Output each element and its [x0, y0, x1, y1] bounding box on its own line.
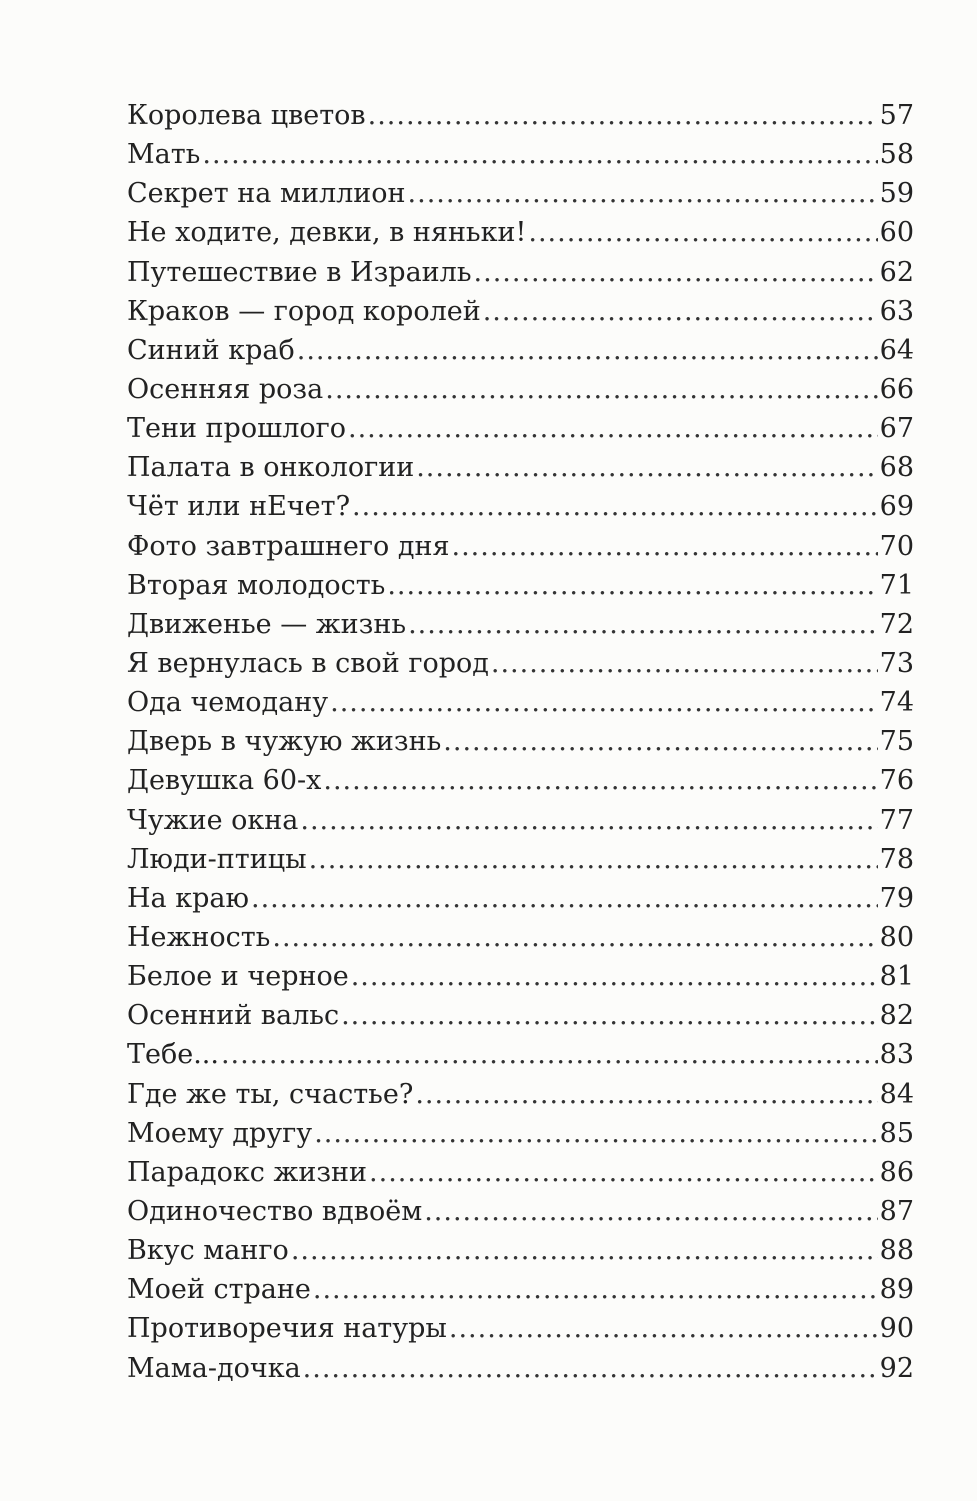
- toc-entry: [127, 335, 914, 374]
- toc-entry-page-number: 82: [879, 1000, 914, 1032]
- toc-entry-title: Девушка 60-х: [127, 765, 322, 797]
- toc-entry-title: Вкус манго: [127, 1235, 289, 1267]
- toc-entry: [127, 100, 914, 139]
- toc-entry-page-number: 63: [879, 295, 914, 327]
- toc-entry-page-number: 66: [879, 373, 914, 405]
- toc-entry-title: Фото завтрашнего дня: [127, 530, 450, 562]
- toc-entry: [127, 1039, 914, 1078]
- toc-entry-title: Моему другу: [127, 1117, 313, 1149]
- toc-entry-page-number: 88: [879, 1235, 914, 1267]
- toc-entry-title: Мать: [127, 139, 201, 171]
- toc-entry-page-number: 86: [879, 1156, 914, 1188]
- toc-entry-page-number: 59: [879, 178, 914, 210]
- toc-entry: [127, 1000, 914, 1039]
- toc-entry: [127, 413, 914, 452]
- toc-entry-page-number: 87: [879, 1195, 914, 1227]
- toc-entry-page-number: 89: [879, 1274, 914, 1306]
- toc-entry-page-number: 71: [879, 569, 914, 601]
- toc-entry-title: Моей стране: [127, 1274, 311, 1306]
- toc-entry-title: Королева цветов: [127, 100, 366, 131]
- toc-leader-dots: [297, 335, 878, 366]
- toc-leader-dots: [272, 922, 877, 953]
- toc-leader-dots: [303, 1353, 878, 1384]
- toc-leader-dots: [369, 1157, 878, 1188]
- toc-entry-page-number: 77: [879, 804, 914, 836]
- toc-entry-title: Палата в онкологии: [127, 452, 415, 484]
- toc-entry: [127, 1079, 914, 1118]
- toc-leader-dots: [352, 491, 878, 522]
- toc-leader-dots: [424, 1196, 877, 1227]
- toc-entry-page-number: 68: [879, 452, 914, 484]
- toc-entry-page-number: 80: [879, 921, 914, 953]
- toc-entry: [127, 1274, 914, 1313]
- toc-entry: [127, 178, 914, 217]
- toc-entry-page-number: 83: [879, 1039, 914, 1071]
- toc-entry: [127, 765, 914, 804]
- toc-entry-page-number: 73: [879, 647, 914, 679]
- toc-entry-title: Осенняя роза: [127, 373, 324, 405]
- toc-leader-dots: [474, 257, 878, 288]
- toc-leader-dots: [408, 609, 878, 640]
- toc-leader-dots: [483, 296, 878, 327]
- toc-entry-title: Путешествие в Израиль: [127, 256, 472, 288]
- toc-leader-dots: [221, 1039, 878, 1070]
- toc-entry-title: Тебе...: [127, 1039, 219, 1071]
- toc-entry: [127, 374, 914, 413]
- toc-leader-dots: [408, 178, 878, 209]
- toc-leader-dots: [351, 961, 878, 992]
- toc-leader-dots: [314, 1118, 877, 1149]
- toc-entry-title: Тени прошлого: [127, 413, 347, 445]
- toc-entry-title: Синий краб: [127, 334, 295, 366]
- toc-entry-title: Где же ты, счастье?: [127, 1078, 414, 1110]
- toc-entry: [127, 922, 914, 961]
- toc-entry: [127, 1235, 914, 1274]
- toc-entry-title: Краков — город королей: [127, 295, 481, 327]
- toc-entry: [127, 961, 914, 1000]
- toc-leader-dots: [325, 374, 877, 405]
- toc-entry: [127, 296, 914, 335]
- toc-entry-title: Вторая молодость: [127, 569, 386, 601]
- toc-entry-page-number: 60: [879, 217, 914, 249]
- toc-entry-title: Секрет на миллион: [127, 178, 406, 210]
- toc-leader-dots: [491, 648, 878, 679]
- toc-entry-title: На краю: [127, 882, 249, 914]
- toc-entry-title: Парадокс жизни: [127, 1156, 368, 1188]
- toc-entry-title: Нежность: [127, 921, 271, 953]
- toc-entry: [127, 1313, 914, 1352]
- toc-leader-dots: [202, 139, 877, 170]
- table-of-contents: [127, 100, 914, 1392]
- toc-entry: [127, 648, 914, 687]
- toc-leader-dots: [330, 687, 878, 718]
- toc-entry-title: Ода чемодану: [127, 687, 329, 719]
- toc-entry-page-number: 92: [879, 1352, 914, 1384]
- toc-leader-dots: [449, 1313, 878, 1344]
- toc-leader-dots: [348, 413, 878, 444]
- toc-entry: [127, 1196, 914, 1235]
- toc-entry-page-number: 58: [879, 139, 914, 171]
- toc-entry: [127, 1157, 914, 1196]
- toc-entry-page-number: 90: [879, 1313, 914, 1345]
- toc-entry-page-number: 67: [879, 413, 914, 445]
- toc-entry: [127, 531, 914, 570]
- toc-entry: [127, 491, 914, 530]
- toc-entry-title: Осенний вальс: [127, 1000, 340, 1032]
- toc-entry-page-number: 62: [879, 256, 914, 288]
- toc-entry-title: Противоречия натуры: [127, 1313, 447, 1345]
- toc-entry-title: Я вернулась в свой город: [127, 647, 489, 679]
- toc-leader-dots: [309, 844, 878, 875]
- toc-leader-dots: [416, 452, 877, 483]
- toc-entry-page-number: 74: [879, 687, 914, 719]
- toc-entry: [127, 687, 914, 726]
- toc-leader-dots: [300, 805, 877, 836]
- toc-entry-title: Мама-дочка: [127, 1352, 301, 1384]
- toc-entry-page-number: 70: [879, 530, 914, 562]
- toc-entry-page-number: 81: [879, 961, 914, 993]
- toc-entry: [127, 570, 914, 609]
- toc-entry-page-number: 64: [879, 334, 914, 366]
- toc-entry-title: Дверь в чужую жизнь: [127, 726, 442, 758]
- toc-entry-title: Движенье — жизнь: [127, 608, 407, 640]
- toc-leader-dots: [528, 217, 877, 248]
- toc-entry-title: Одиночество вдвоём: [127, 1195, 423, 1227]
- toc-leader-dots: [368, 100, 878, 131]
- toc-entry-page-number: 76: [879, 765, 914, 797]
- toc-leader-dots: [291, 1235, 878, 1266]
- toc-entry-page-number: 84: [879, 1078, 914, 1110]
- toc-entry-page-number: 72: [879, 608, 914, 640]
- toc-entry-title: Белое и черное: [127, 961, 349, 993]
- toc-entry: [127, 217, 914, 256]
- toc-entry-title: Чужие окна: [127, 804, 299, 836]
- toc-entry-title: Люди-птицы: [127, 843, 307, 875]
- toc-entry-title: Не ходите, девки, в няньки!: [127, 217, 527, 249]
- toc-entry-page-number: 78: [879, 843, 914, 875]
- toc-leader-dots: [387, 570, 877, 601]
- toc-entry: [127, 883, 914, 922]
- toc-leader-dots: [251, 883, 878, 914]
- toc-entry: [127, 726, 914, 765]
- toc-entry-page-number: 79: [879, 882, 914, 914]
- toc-entry-title: Чёт или нЕчет?: [127, 491, 351, 523]
- toc-leader-dots: [313, 1274, 878, 1305]
- toc-leader-dots: [415, 1079, 877, 1110]
- toc-entry: [127, 609, 914, 648]
- toc-entry-page-number: 85: [879, 1117, 914, 1149]
- toc-entry: [127, 139, 914, 178]
- toc-entry: [127, 452, 914, 491]
- toc-entry: [127, 257, 914, 296]
- toc-entry-page-number: 57: [879, 100, 914, 131]
- toc-entry: [127, 805, 914, 844]
- toc-entry-page-number: 75: [879, 726, 914, 758]
- toc-leader-dots: [443, 726, 877, 757]
- toc-entry-page-number: 69: [879, 491, 914, 523]
- toc-leader-dots: [323, 765, 877, 796]
- toc-entry: [127, 1118, 914, 1157]
- toc-leader-dots: [452, 531, 878, 562]
- toc-entry: [127, 1353, 914, 1392]
- toc-entry: [127, 844, 914, 883]
- toc-leader-dots: [341, 1000, 878, 1031]
